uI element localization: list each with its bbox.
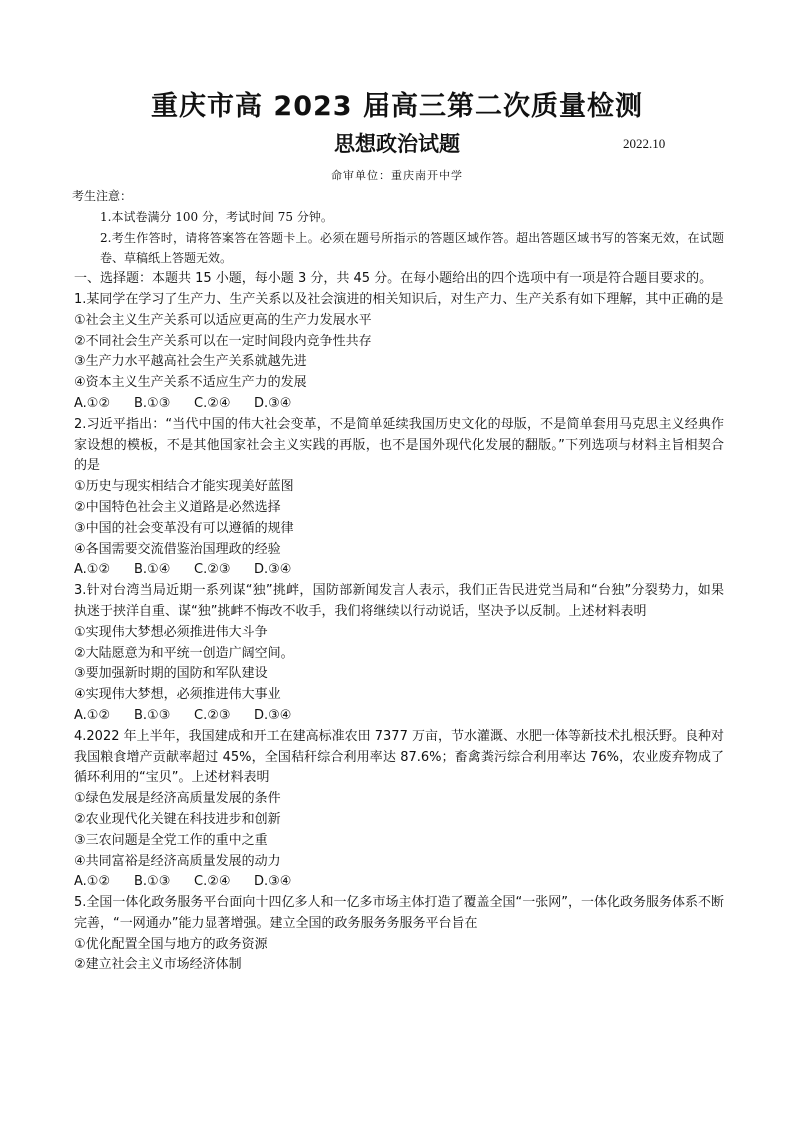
statement-item: ③中国的社会变革没有可以遵循的规律 [74,520,294,536]
authoring-unit: 命审单位：重庆南开中学 [331,169,463,182]
answer-options [74,706,724,727]
statement-item: ③要加强新时期的国防和军队建设 [74,666,268,682]
question-4 [74,727,724,893]
statement-item: ④各国需要交流借鉴治国理政的经验 [74,541,281,557]
option-b[interactable]: B.①④ [134,562,171,578]
question-stem: 2.习近平指出：“当代中国的伟大社会变革，不是简单延续我国历史文化的母版，不是简单套用马克思主义经典作家设想的模板，不是其他国家社会主义实践的再版，也不是国外现代化发展的翻版。”下列选项与材料主旨相契合的是 [74,416,724,474]
statement-item: ②建立社会主义市场经济体制 [74,957,242,973]
notice-heading: 考生注意： [72,189,133,203]
option-d[interactable]: D.③④ [254,562,292,578]
statement-item: ④资本主义生产关系不适应生产力的发展 [74,375,307,391]
question-stem: 4.2022 年上半年，我国建成和开工在建高标准农田 7377 万亩，节水灌溉、水肥一体等新技术扎根沃野。良种对我国粮食增产贡献率超过 45%，全国秸秆综合利用率达 87.6%；畜禽粪污综合利用率达 76%，农业废弃物成了循环利用的“宝贝”。上述材料表明 [74,728,724,786]
answer-options [74,394,724,415]
statement-item: ③三农问题是全党工作的重中之重 [74,832,268,848]
option-b[interactable]: B.①③ [134,395,171,411]
answer-options [74,560,724,581]
option-b[interactable]: B.①③ [134,707,171,723]
statement-item: ②农业现代化关键在科技进步和创新 [74,811,281,827]
answer-options [74,872,724,893]
notice-item-2: 2.考生作答时，请将答案答在答题卡上。必须在题号所指示的答题区域作答。超出答题区域书写的答案无效，在试题卷、草稿纸上答题无效。 [100,230,724,266]
statement-item: ②大陆愿意为和平统一创造广阔空间。 [74,645,294,661]
exam-body [74,186,724,976]
option-a[interactable]: A.①② [74,874,111,890]
statement-item: ④实现伟大梦想，必须推进伟大事业 [74,687,281,703]
statement-item: ③生产力水平越高社会生产关系就越先进 [74,354,307,370]
exam-title: 重庆市高 2023 届高三第二次质量检测 [151,91,643,122]
question-2 [74,415,724,581]
exam-date: 2022.10 [623,136,666,151]
option-c[interactable]: C.②③ [194,562,231,578]
option-a[interactable]: A.①② [74,707,111,723]
statement-item: ①历史与现实相结合才能实现美好蓝图 [74,479,294,495]
statement-item: ①绿色发展是经济高质量发展的条件 [74,791,281,807]
statement-item: ④共同富裕是经济高质量发展的动力 [74,853,281,869]
question-stem: 5.全国一体化政务服务平台面向十四亿多人和一亿多市场主体打造了覆盖全国“一张网”，一体化政务服务体系不断完善，“一网通办”能力显著增强。建立全国的政务服务务服务平台旨在 [74,895,724,931]
option-d[interactable]: D.③④ [254,874,292,890]
statement-item: ①社会主义生产关系可以适应更高的生产力发展水平 [74,312,372,328]
question-stem: 3.针对台湾当局近期一系列谋“独”挑衅，国防部新闻发言人表示，我们正告民进党当局和“台独”分裂势力，如果执迷于挟洋自重、谋“独”挑衅不悔改不收手，我们将继续以行动说话，坚决予以反制。上述材料表明 [74,583,724,619]
question-1 [74,290,724,415]
notice-item-1: 1.本试卷满分 100 分，考试时间 75 分钟。 [100,209,333,224]
question-5 [74,893,724,976]
option-a[interactable]: A.①② [74,562,111,578]
option-c[interactable]: C.②④ [194,874,231,890]
option-d[interactable]: D.③④ [254,395,292,411]
option-c[interactable]: C.②④ [194,395,231,411]
option-b[interactable]: B.①③ [134,874,171,890]
statement-item: ①实现伟大梦想必须推进伟大斗争 [74,624,268,640]
question-stem: 1.某同学在学习了生产力、生产关系以及社会演进的相关知识后，对生产力、生产关系有如下理解，其中正确的是 [74,291,724,307]
option-d[interactable]: D.③④ [254,707,292,723]
statement-item: ②不同社会生产关系可以在一定时间段内竞争性共存 [74,333,372,349]
option-c[interactable]: C.②③ [194,707,231,723]
question-3 [74,581,724,727]
statement-item: ①优化配置全国与地方的政务资源 [74,936,268,952]
option-a[interactable]: A.①② [74,395,111,411]
exam-subtitle: 思想政治试题 [334,132,460,156]
section-heading: 一、选择题：本题共 15 小题，每小题 3 分，共 45 分。在每小题给出的四个选项中有一项是符合题目要求的。 [74,271,713,287]
statement-item: ②中国特色社会主义道路是必然选择 [74,499,281,515]
